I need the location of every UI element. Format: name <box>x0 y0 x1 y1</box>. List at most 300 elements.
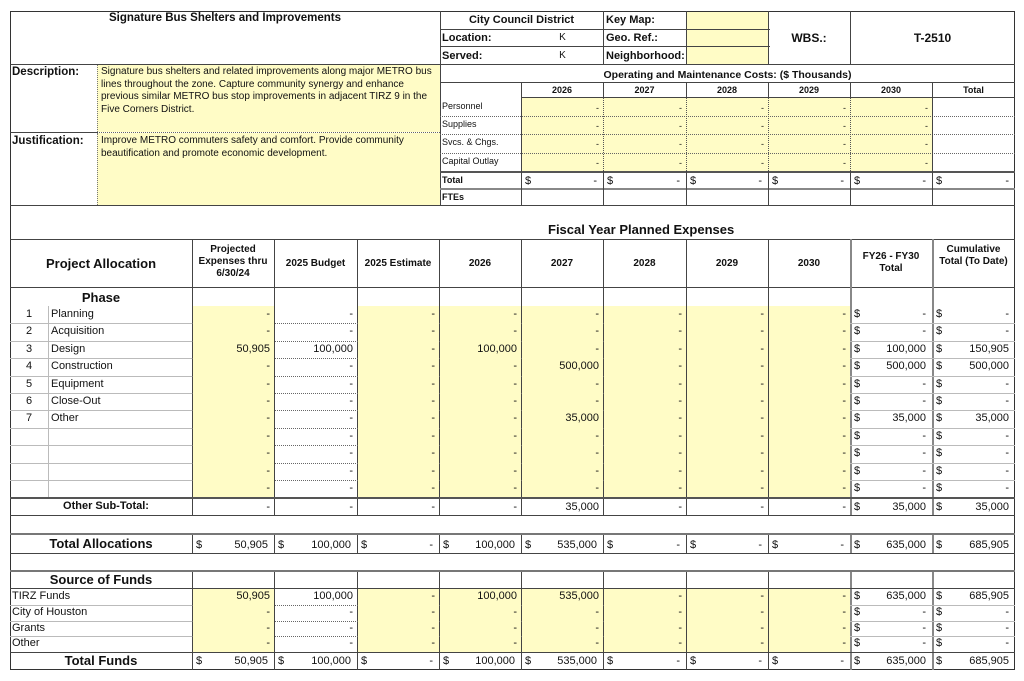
phase-value-cell: 100,000 <box>313 342 353 355</box>
divider <box>850 82 851 98</box>
om-col-2030: 2030 <box>880 85 902 95</box>
phase-label: Design <box>51 342 86 355</box>
fund-total-cell: $ - <box>936 637 1009 650</box>
phase-value-cell[interactable]: - <box>513 377 517 390</box>
total-allocations-cell: $ 535,000 <box>525 539 597 551</box>
om-value-cell[interactable]: - <box>761 103 764 113</box>
fund-source-label: City of Houston <box>12 605 88 618</box>
divider <box>10 410 192 411</box>
om-value-cell[interactable]: - <box>843 139 846 149</box>
phase-number: 3 <box>25 342 33 355</box>
phase-value-cell: - <box>349 325 353 338</box>
total-funds-cell: $ - <box>607 655 680 667</box>
om-value-cell[interactable]: - <box>679 103 682 113</box>
phase-value-cell[interactable]: - <box>431 360 435 373</box>
justification-label: Justification: <box>12 135 84 147</box>
fiscal-col-header: 2027 <box>550 258 574 269</box>
phase-value-cell[interactable]: - <box>595 308 599 320</box>
total-funds-cell: $ 100,000 <box>443 655 515 667</box>
phase-number: 6 <box>25 395 33 407</box>
phase-value-cell[interactable]: - <box>431 429 435 442</box>
divider <box>10 463 192 464</box>
phase-value-cell[interactable]: - <box>266 395 270 407</box>
phase-value-cell[interactable]: - <box>760 360 764 373</box>
phase-number: 1 <box>25 308 33 320</box>
total-funds-cell: $ 50,905 <box>196 655 268 667</box>
phase-value-cell: - <box>349 412 353 425</box>
phase-label: Acquisition <box>51 325 105 338</box>
phase-value-cell: - <box>349 395 353 407</box>
phase-value-cell[interactable]: - <box>431 482 435 494</box>
om-total-cell: $ - <box>854 175 926 187</box>
fund-value-cell[interactable]: 50,905 <box>236 590 270 602</box>
fund-value-cell[interactable]: - <box>431 637 435 650</box>
total-funds-cell: $ 535,000 <box>525 655 597 667</box>
phase-value-cell[interactable]: - <box>266 377 270 390</box>
phase-value-cell: - <box>349 360 353 373</box>
phase-value-cell[interactable]: - <box>678 447 682 460</box>
phase-value-cell[interactable]: - <box>431 308 435 320</box>
divider <box>603 98 604 171</box>
other-subtotal-cell: - <box>349 501 353 513</box>
fiscal-col-header: 2026 <box>468 258 492 269</box>
phase-value-cell[interactable]: - <box>431 464 435 477</box>
om-value-cell[interactable]: - <box>679 158 682 168</box>
divider <box>10 287 1015 288</box>
om-col-2027: 2027 <box>634 85 655 95</box>
fund-value-cell[interactable]: - <box>842 590 846 602</box>
phase-value-cell[interactable]: - <box>678 482 682 494</box>
om-value-cell[interactable]: - <box>925 121 928 131</box>
fund-value-cell[interactable]: - <box>595 637 599 650</box>
phase-value-cell[interactable]: - <box>431 377 435 390</box>
spacer <box>11 554 1014 570</box>
om-value-cell[interactable]: - <box>596 158 599 168</box>
phase-header: Phase <box>81 290 121 305</box>
phase-total-cell: $ 35,000 <box>936 412 1009 425</box>
phase-value-cell[interactable]: - <box>595 395 599 407</box>
phase-value-cell[interactable]: - <box>842 412 846 425</box>
phase-value-cell[interactable]: - <box>842 395 846 407</box>
om-col-2028: 2028 <box>716 85 738 95</box>
divider <box>686 82 687 98</box>
divider <box>440 11 441 205</box>
phase-total-cell: $ - <box>936 325 1009 338</box>
phase-value-cell[interactable]: - <box>513 429 517 442</box>
other-subtotal-cell: - <box>760 501 764 513</box>
fund-total-cell: $ 685,905 <box>936 590 1009 602</box>
served-label: Served: <box>442 50 483 62</box>
divider <box>48 306 49 497</box>
fund-total-cell: $ - <box>936 605 1009 618</box>
divider <box>850 445 1015 446</box>
phase-value-cell[interactable]: - <box>266 447 270 460</box>
divider <box>10 497 1015 499</box>
phase-value-cell[interactable]: - <box>513 447 517 460</box>
other-subtotal-cell: - <box>266 501 270 513</box>
fiscal-col-header: 2028 <box>633 258 656 269</box>
phase-value-cell[interactable]: - <box>842 377 846 390</box>
phase-value-cell[interactable]: - <box>266 325 270 338</box>
phase-value-cell[interactable]: - <box>595 325 599 338</box>
phase-value-cell[interactable]: - <box>760 447 764 460</box>
fund-value-cell[interactable]: - <box>678 637 682 650</box>
phase-total-cell: $ - <box>936 429 1009 442</box>
divider <box>850 98 851 171</box>
divider <box>10 533 1015 535</box>
served-value[interactable]: K <box>559 50 566 61</box>
phase-number: 2 <box>25 325 33 338</box>
total-allocations-cell: $ 100,000 <box>443 539 515 551</box>
om-value-cell[interactable]: - <box>843 158 846 168</box>
phase-total-cell: $ - <box>854 325 926 338</box>
om-total-cell: $ - <box>525 175 597 187</box>
om-total-cell: $ - <box>690 175 762 187</box>
divider <box>850 171 851 205</box>
phase-value-cell: - <box>349 308 353 320</box>
divider <box>768 171 769 205</box>
om-value-cell[interactable]: - <box>925 103 928 113</box>
phase-value-cell[interactable]: - <box>842 482 846 494</box>
om-value-cell[interactable]: - <box>596 139 599 149</box>
total-funds-cell: $ - <box>772 655 844 667</box>
phase-total-cell: $ 150,905 <box>936 342 1009 355</box>
phase-total-cell: $ 500,000 <box>854 360 926 373</box>
phase-value-cell[interactable]: - <box>760 429 764 442</box>
other-subtotal-cell: $ 35,000 <box>936 501 1009 513</box>
phase-value-cell[interactable]: - <box>431 395 435 407</box>
phase-total-cell: $ - <box>936 482 1009 494</box>
divider <box>440 188 1015 190</box>
geo-ref-label: Geo. Ref.: <box>606 32 658 44</box>
om-value-cell[interactable]: - <box>925 139 928 149</box>
om-value-cell[interactable]: - <box>679 121 682 131</box>
ftes-label: FTEs <box>442 192 465 202</box>
divider <box>850 463 1015 464</box>
phase-total-cell: $ - <box>936 464 1009 477</box>
phase-value-cell[interactable]: - <box>760 464 764 477</box>
phase-value-cell[interactable]: - <box>595 447 599 460</box>
total-funds-cell: $ 685,905 <box>936 655 1009 667</box>
divider <box>10 376 192 377</box>
phase-value-cell[interactable]: - <box>595 464 599 477</box>
total-allocations-cell: $ 50,905 <box>196 539 268 551</box>
om-value-cell[interactable]: - <box>925 158 928 168</box>
total-allocations-cell: $ - <box>361 539 433 551</box>
om-total-cell: $ - <box>607 175 680 187</box>
fund-value-cell[interactable]: - <box>431 590 435 602</box>
phase-value-cell[interactable]: - <box>266 464 270 477</box>
phase-value-cell: - <box>349 429 353 442</box>
phase-value-cell[interactable]: - <box>513 360 517 373</box>
phase-value-cell[interactable]: - <box>760 377 764 390</box>
phase-value-cell[interactable]: - <box>842 325 846 338</box>
total-funds-label: Total Funds <box>64 653 138 668</box>
phase-value-cell[interactable]: - <box>431 342 435 355</box>
fiscal-col-header: 2025 Estimate <box>364 258 432 269</box>
phase-value-cell[interactable]: - <box>513 395 517 407</box>
fund-value-cell[interactable]: - <box>760 637 764 650</box>
phase-total-cell: $ - <box>854 308 926 320</box>
phase-value-cell[interactable]: - <box>513 482 517 494</box>
fund-value-cell[interactable]: - <box>513 637 517 650</box>
phase-total-cell: $ - <box>854 377 926 390</box>
divider <box>10 358 192 359</box>
fund-value-cell[interactable]: - <box>842 605 846 618</box>
divider <box>686 171 687 205</box>
fiscal-col-header: 2030 <box>797 258 821 269</box>
description-label: Description: <box>12 66 80 78</box>
om-row-label: Svcs. & Chgs. <box>442 137 499 147</box>
phase-value-cell[interactable]: - <box>678 377 682 390</box>
fund-value-cell[interactable]: - <box>431 621 435 634</box>
om-row-label: Personnel <box>442 101 483 111</box>
divider <box>768 82 769 98</box>
divider <box>850 358 1015 359</box>
key-map-field[interactable] <box>687 12 768 29</box>
description-text[interactable]: Signature bus shelters and related improvements along major METRO bus lines throughout the zone. Capture community synergy and enhance previous similar METRO bus stop improvements in adjacent TIRZ 9 in the Five Corners District. <box>97 65 440 132</box>
phase-total-cell: $ 35,000 <box>854 412 926 425</box>
fund-value-cell[interactable]: - <box>760 590 764 602</box>
om-col-2026: 2026 <box>551 85 573 95</box>
total-allocations-cell: $ 100,000 <box>278 539 351 551</box>
fund-total-cell: $ - <box>854 637 926 650</box>
phase-value-cell: - <box>349 447 353 460</box>
phase-value-cell[interactable]: - <box>431 412 435 425</box>
phase-total-cell: $ - <box>854 429 926 442</box>
fund-value-cell[interactable]: - <box>266 605 270 618</box>
phase-value-cell[interactable]: - <box>266 429 270 442</box>
divider <box>850 341 1015 342</box>
total-allocations-cell: $ - <box>607 539 680 551</box>
divider <box>768 98 769 171</box>
phase-total-cell: $ - <box>936 377 1009 390</box>
location-value[interactable]: K <box>559 32 566 43</box>
fiscal-col-header: 2029 <box>715 258 739 269</box>
phase-value-cell[interactable]: - <box>842 429 846 442</box>
divider <box>850 393 1015 394</box>
phase-value-cell[interactable]: - <box>760 325 764 338</box>
fund-value-cell: - <box>349 605 353 618</box>
divider <box>440 134 1015 135</box>
phase-value-cell[interactable]: - <box>266 412 270 425</box>
fund-value-cell[interactable]: 535,000 <box>559 590 599 602</box>
location-label: Location: <box>442 32 492 44</box>
other-subtotal-cell: - <box>513 501 517 513</box>
phase-value-cell[interactable]: 100,000 <box>477 342 517 355</box>
phase-value-cell[interactable]: - <box>431 447 435 460</box>
om-costs-title: Operating and Maintenance Costs: ($ Thousands) <box>603 69 852 81</box>
om-value-cell[interactable]: - <box>843 121 846 131</box>
wbs-value: T-2510 <box>913 31 952 45</box>
phase-value-cell[interactable]: - <box>760 342 764 355</box>
fund-value-cell[interactable]: - <box>266 637 270 650</box>
phase-value-cell[interactable]: - <box>266 360 270 373</box>
divider <box>440 171 1015 173</box>
divider <box>10 428 192 429</box>
phase-total-cell: $ - <box>854 464 926 477</box>
geo-ref-field[interactable] <box>687 30 768 46</box>
fund-value-cell[interactable]: - <box>678 590 682 602</box>
phase-total-cell: $ - <box>854 482 926 494</box>
om-total-cell: $ - <box>772 175 844 187</box>
total-funds-cell: $ - <box>690 655 762 667</box>
council-district-label: City Council District <box>468 14 575 26</box>
other-subtotal-cell: - <box>431 501 435 513</box>
divider <box>850 480 1015 481</box>
spacer <box>11 516 1014 533</box>
fund-value-cell[interactable]: - <box>678 621 682 634</box>
fund-total-cell: $ - <box>936 621 1009 634</box>
phase-value-cell[interactable]: - <box>266 308 270 320</box>
om-value-cell[interactable]: - <box>843 103 846 113</box>
phase-value-cell[interactable]: - <box>842 308 846 320</box>
justification-text[interactable]: Improve METRO commuters safety and comfort. Provide community beautification and promote economic development. <box>97 133 440 205</box>
total-funds-cell: $ 100,000 <box>278 655 351 667</box>
om-col-2029: 2029 <box>798 85 820 95</box>
fund-value-cell[interactable]: - <box>595 605 599 618</box>
phase-total-cell: $ - <box>936 308 1009 320</box>
phase-value-cell[interactable]: - <box>595 342 599 355</box>
phase-label: Planning <box>51 308 94 320</box>
project-allocation-header: Project Allocation <box>45 256 157 271</box>
total-allocations-cell: $ - <box>772 539 844 551</box>
om-total-cell: $ - <box>936 175 1009 187</box>
divider <box>686 98 687 171</box>
om-total-label: Total <box>442 175 463 185</box>
phase-total-cell: $ - <box>854 395 926 407</box>
om-value-cell[interactable]: - <box>596 121 599 131</box>
phase-value-cell[interactable]: - <box>842 447 846 460</box>
total-allocations-cell: $ 685,905 <box>936 539 1009 551</box>
divider <box>440 153 1015 154</box>
phase-value-cell[interactable]: - <box>513 325 517 338</box>
phase-value-cell: - <box>349 464 353 477</box>
fund-value-cell[interactable]: - <box>842 637 846 650</box>
fund-total-cell: $ 635,000 <box>854 590 926 602</box>
phase-value-cell[interactable]: - <box>842 342 846 355</box>
fund-value-cell[interactable]: 100,000 <box>477 590 517 602</box>
phase-label: Other <box>51 412 79 425</box>
fiscal-col-header: 2025 Budget <box>285 258 346 269</box>
phase-value-cell[interactable]: - <box>842 464 846 477</box>
phase-value-cell[interactable]: - <box>595 429 599 442</box>
phase-label: Close-Out <box>51 395 101 407</box>
fiscal-title: Fiscal Year Planned Expenses <box>548 222 735 237</box>
divider <box>10 205 1015 206</box>
om-value-cell[interactable]: - <box>596 103 599 113</box>
divider <box>521 82 522 205</box>
om-value-cell[interactable]: - <box>761 158 764 168</box>
other-subtotal-cell: 35,000 <box>565 501 599 513</box>
phase-value-cell[interactable]: - <box>760 412 764 425</box>
fund-value-cell[interactable]: - <box>513 621 517 634</box>
fund-value-cell[interactable]: - <box>595 621 599 634</box>
phase-label: Construction <box>51 360 113 373</box>
fund-value-cell[interactable]: - <box>678 605 682 618</box>
phase-value-cell[interactable]: - <box>595 482 599 494</box>
phase-value-cell[interactable]: - <box>842 360 846 373</box>
phase-value-cell[interactable]: - <box>678 360 682 373</box>
fund-value-cell: - <box>349 621 353 634</box>
om-col-total: Total <box>963 85 984 95</box>
other-subtotal-cell: - <box>678 501 682 513</box>
fund-value-cell[interactable]: - <box>760 621 764 634</box>
source-of-funds-header: Source of Funds <box>49 572 153 587</box>
fund-value-cell[interactable]: - <box>431 605 435 618</box>
fund-value-cell[interactable]: - <box>842 621 846 634</box>
phase-value-cell[interactable]: - <box>678 412 682 425</box>
neighborhood-field[interactable] <box>687 47 768 64</box>
phase-value-cell[interactable]: 50,905 <box>236 342 270 355</box>
phase-number: 4 <box>25 360 33 373</box>
phase-value-cell[interactable]: - <box>266 482 270 494</box>
key-map-label: Key Map: <box>606 14 655 26</box>
other-subtotal-cell: $ 35,000 <box>854 501 926 513</box>
divider <box>10 393 192 394</box>
fund-source-label: Grants <box>12 621 46 634</box>
fund-value-cell: - <box>349 637 353 650</box>
divider <box>850 376 1015 377</box>
phase-value-cell[interactable]: - <box>678 308 682 320</box>
phase-value-cell[interactable]: - <box>678 464 682 477</box>
divider <box>603 11 604 64</box>
divider <box>932 82 933 205</box>
phase-value-cell[interactable]: 35,000 <box>565 412 599 425</box>
divider <box>850 410 1015 411</box>
total-allocations-cell: $ - <box>690 539 762 551</box>
phase-value-cell[interactable]: - <box>678 429 682 442</box>
neighborhood-label: Neighborhood: <box>606 50 685 62</box>
fiscal-col-header: FY26 - FY30 Total <box>862 251 920 274</box>
fund-source-label: TIRZ Funds <box>12 590 71 602</box>
total-funds-cell: $ 635,000 <box>854 655 926 667</box>
fund-value-cell[interactable]: - <box>266 621 270 634</box>
phase-value-cell[interactable]: - <box>513 308 517 320</box>
phase-value-cell[interactable]: - <box>431 325 435 338</box>
phase-value-cell[interactable]: - <box>678 395 682 407</box>
divider <box>10 132 98 133</box>
phase-value-cell[interactable]: - <box>513 464 517 477</box>
phase-value-cell[interactable]: - <box>760 395 764 407</box>
fiscal-col-header: Projected Expenses thru 6/30/24 <box>198 244 268 279</box>
phase-total-cell: $ - <box>936 395 1009 407</box>
divider <box>10 445 192 446</box>
fund-value-cell[interactable]: - <box>513 605 517 618</box>
phase-total-cell: $ - <box>936 447 1009 460</box>
phase-value-cell[interactable]: - <box>595 377 599 390</box>
total-funds-cell: $ - <box>361 655 433 667</box>
om-value-cell[interactable]: - <box>761 121 764 131</box>
fund-value-cell[interactable]: - <box>760 605 764 618</box>
om-value-cell[interactable]: - <box>761 139 764 149</box>
fiscal-col-header: Cumulative Total (To Date) <box>939 244 1008 267</box>
om-value-cell[interactable]: - <box>679 139 682 149</box>
project-title: Signature Bus Shelters and Improvements <box>109 12 341 24</box>
fund-total-cell: $ - <box>854 621 926 634</box>
phase-value-cell[interactable]: - <box>760 308 764 320</box>
divider <box>10 480 192 481</box>
phase-value-cell[interactable]: - <box>760 482 764 494</box>
phase-value-cell[interactable]: 500,000 <box>559 360 599 373</box>
phase-value-cell[interactable]: - <box>678 325 682 338</box>
phase-value-cell[interactable]: - <box>513 412 517 425</box>
divider <box>10 323 192 324</box>
divider <box>850 323 1015 324</box>
divider <box>440 82 1015 83</box>
total-allocations-cell: $ 635,000 <box>854 539 926 551</box>
phase-value-cell[interactable]: - <box>678 342 682 355</box>
